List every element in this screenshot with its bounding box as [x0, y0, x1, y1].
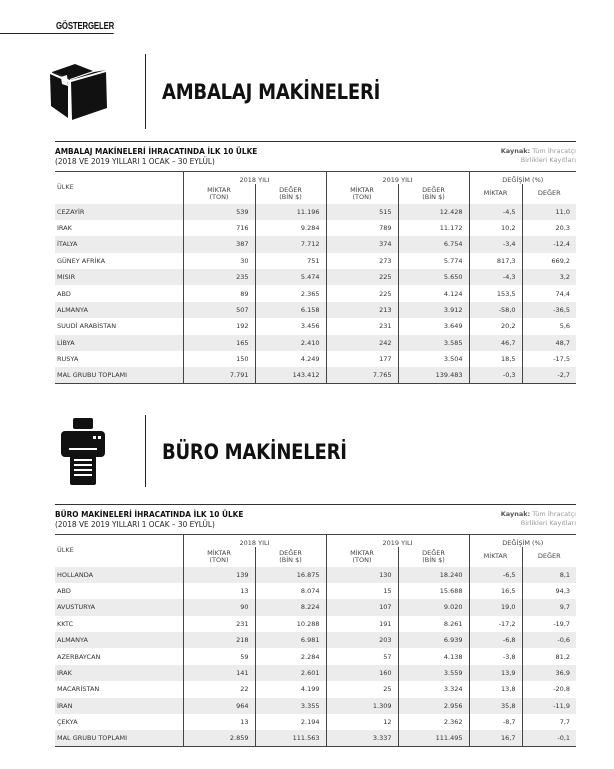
cell-change-value: -20,8	[522, 681, 576, 697]
source-text-1: Tüm İhracatçı	[532, 147, 576, 155]
table-row	[55, 583, 576, 599]
cell-change-qty: 10,2	[469, 220, 522, 236]
cell-country: LİBYA	[55, 335, 183, 351]
cell-qty-2018: 13	[183, 714, 255, 730]
table-row	[55, 714, 576, 730]
cell-value-2019: 3.649	[398, 318, 469, 334]
header-country: ÜLKE	[55, 535, 183, 567]
cell-value-2019: 11.172	[398, 220, 469, 236]
cell-country: MAL GRUBU TOPLAMI	[55, 730, 183, 746]
cell-qty-2019: 25	[326, 681, 398, 697]
cell-qty-2018: 507	[183, 302, 255, 318]
cell-change-value: -11,9	[522, 698, 576, 714]
cell-change-value: 11,0	[522, 204, 576, 220]
table-top-rule	[55, 504, 576, 505]
cell-change-qty: 46,7	[469, 335, 522, 351]
table-row	[55, 599, 576, 615]
cell-country: MAL GRUBU TOPLAMI	[55, 367, 183, 383]
cell-qty-2019: 213	[326, 302, 398, 318]
cell-change-value: 3,2	[522, 269, 576, 285]
cell-change-qty: 16,7	[469, 730, 522, 746]
cell-change-value: -36,5	[522, 302, 576, 318]
table-row	[55, 302, 576, 318]
cell-value-2018: 2.284	[255, 648, 326, 664]
header-2019-val	[398, 184, 469, 204]
header-qty-unit: (TON)	[209, 192, 229, 201]
cell-value-2019: 3.324	[398, 681, 469, 697]
cell-change-value: 48,7	[522, 335, 576, 351]
cell-qty-2019: 789	[326, 220, 398, 236]
table-row	[55, 648, 576, 664]
source-text-1: Tüm İhracatçı	[532, 510, 576, 518]
cell-change-value: 94,3	[522, 583, 576, 599]
cell-country: RUSYA	[57, 355, 79, 364]
table-title: AMBALAJ MAKİNELERİ İHRACATINDA İLK 10 ÜLKE	[55, 147, 258, 156]
cell-change-value: 5,6	[522, 318, 576, 334]
cell-country: HOLLANDA	[55, 567, 183, 583]
table-row	[55, 204, 576, 220]
cell-value-2018: 6.981	[255, 632, 326, 648]
cell-country: İTALYA	[55, 236, 183, 252]
source-label: Kaynak:	[500, 147, 531, 155]
cell-qty-2018: 2.859	[183, 730, 255, 746]
cell-country: SUUDİ ARABİSTAN	[57, 322, 117, 331]
header-val-unit: (BİN $)	[279, 555, 302, 564]
cell-change-qty: -0,3	[469, 367, 522, 383]
cell-qty-2019: 57	[326, 648, 398, 664]
header-val-label: DEĞER	[279, 548, 302, 557]
cell-change-value: 7,7	[522, 714, 576, 730]
cell-value-2018: 9.284	[255, 220, 326, 236]
table-top-rule	[55, 141, 576, 142]
cell-qty-2018: 231	[183, 616, 255, 632]
cell-value-2019: 5.650	[398, 269, 469, 285]
cell-change-qty: -3,4	[469, 236, 522, 252]
cell-value-2019: 2.362	[398, 714, 469, 730]
cell-change-qty: -6,8	[469, 632, 522, 648]
cell-qty-2018: 13	[183, 583, 255, 599]
cell-change-qty: 817,3	[469, 253, 522, 269]
cell-value-2019: 3.504	[398, 351, 469, 367]
cell-change-value: 74,4	[522, 285, 576, 301]
cell-value-2018: 2.601	[255, 665, 326, 681]
cell-value-2019: 3.585	[398, 335, 469, 351]
cell-value-2018: 8.224	[255, 599, 326, 615]
cell-qty-2018: 141	[183, 665, 255, 681]
cell-value-2018: 10.288	[255, 616, 326, 632]
cell-qty-2018: 235	[183, 269, 255, 285]
cell-change-qty: 153,5	[469, 285, 522, 301]
table-subtitle: (2018 VE 2019 YILLARI 1 OCAK – 30 EYLÜL)	[55, 520, 215, 529]
table-row	[55, 351, 576, 367]
header-divider	[145, 415, 146, 487]
header-2019-qty	[326, 184, 398, 204]
cell-qty-2019: 242	[326, 335, 398, 351]
cell-change-qty: -6,5	[469, 567, 522, 583]
section-header-buro	[0, 410, 614, 502]
header-val-label: DEĞER	[279, 185, 302, 194]
cell-value-2018: 16.875	[255, 567, 326, 583]
cell-change-qty: -58,0	[469, 302, 522, 318]
cell-change-qty: 19,0	[469, 599, 522, 615]
header-val-unit: (BİN $)	[422, 555, 445, 564]
table-source	[501, 147, 576, 165]
cell-qty-2018: 964	[183, 698, 255, 714]
cell-qty-2019: 15	[326, 583, 398, 599]
cell-change-qty: -4,3	[469, 269, 522, 285]
cell-change-value: -17,5	[522, 351, 576, 367]
cell-change-value: 36,9	[522, 665, 576, 681]
cell-qty-2018: 150	[183, 351, 255, 367]
section-header-ambalaj	[0, 50, 614, 140]
cell-change-qty: -3,8	[469, 648, 522, 664]
cell-country: ALMANYA	[55, 302, 183, 318]
table-title: BÜRO MAKİNELERİ İHRACATINDA İLK 10 ÜLKE	[55, 510, 244, 519]
header-change-qty: MİKTAR	[469, 184, 522, 204]
cell-change-qty: -4,5	[469, 204, 522, 220]
cell-value-2018: 2.410	[255, 335, 326, 351]
cell-change-value: 9,7	[522, 599, 576, 615]
cell-change-qty: 35,8	[469, 698, 522, 714]
cell-qty-2018: 387	[183, 236, 255, 252]
cell-value-2018: 751	[255, 253, 326, 269]
cell-change-qty: 16,5	[469, 583, 522, 599]
cell-value-2018: 4.249	[255, 351, 326, 367]
cell-qty-2019: 203	[326, 632, 398, 648]
cell-value-2019: 139.483	[398, 367, 469, 383]
cell-qty-2019: 515	[326, 204, 398, 220]
header-change: DEĞİŞİM (%)	[469, 535, 576, 547]
table-body	[55, 204, 576, 384]
header-qty-label: MİKTAR	[350, 548, 374, 557]
cell-qty-2018: 218	[183, 632, 255, 648]
cell-change-qty: 13,8	[469, 681, 522, 697]
cell-qty-2019: 225	[326, 285, 398, 301]
cell-country: AVUSTURYA	[55, 599, 183, 615]
cell-qty-2019: 3.337	[326, 730, 398, 746]
cell-value-2019: 2.956	[398, 698, 469, 714]
section-kicker: GÖSTERGELER	[56, 21, 115, 32]
cell-qty-2019: 273	[326, 253, 398, 269]
cell-qty-2018: 192	[183, 318, 255, 334]
source-text-2: Birlikleri Kayıtları	[520, 156, 576, 164]
cell-value-2018: 143.412	[255, 367, 326, 383]
table-row	[55, 567, 576, 583]
cell-qty-2018: 59	[183, 648, 255, 664]
cell-qty-2019: 1.309	[326, 698, 398, 714]
header-2018-qty	[183, 547, 255, 567]
cell-value-2019: 15.688	[398, 583, 469, 599]
section-title: AMBALAJ MAKİNELERİ	[162, 80, 381, 104]
table-block-buro	[55, 504, 576, 764]
header-val-label: DEĞER	[422, 185, 445, 194]
cell-value-2019: 18.240	[398, 567, 469, 583]
cell-change-value: -2,7	[522, 367, 576, 383]
header-change-val: DEĞER	[522, 547, 576, 567]
header-change-val: DEĞER	[522, 184, 576, 204]
box-icon	[48, 58, 110, 124]
header-qty-unit: (TON)	[352, 555, 372, 564]
header-change: DEĞİŞİM (%)	[469, 172, 576, 184]
header-qty-unit: (TON)	[209, 555, 229, 564]
table-row	[55, 318, 576, 334]
cell-change-value: -0,6	[522, 632, 576, 648]
cell-value-2018: 2.365	[255, 285, 326, 301]
cell-qty-2019: 191	[326, 616, 398, 632]
cell-value-2019: 3.912	[398, 302, 469, 318]
header-qty-label: MİKTAR	[207, 185, 231, 194]
cell-qty-2019: 225	[326, 269, 398, 285]
cell-value-2019: 6.939	[398, 632, 469, 648]
header-val-label: DEĞER	[422, 548, 445, 557]
cell-country: ALMANYA	[55, 632, 183, 648]
cell-value-2019: 4.124	[398, 285, 469, 301]
cell-change-value: 8,1	[522, 567, 576, 583]
cell-country: IRAK	[55, 665, 183, 681]
table-row	[55, 236, 576, 252]
header-qty-label: MİKTAR	[350, 185, 374, 194]
table-row	[55, 616, 576, 632]
total-row	[55, 730, 576, 746]
data-table	[55, 171, 576, 384]
cell-value-2018: 2.194	[255, 714, 326, 730]
table-row	[55, 698, 576, 714]
header-qty-label: MİKTAR	[207, 548, 231, 557]
table-row	[55, 665, 576, 681]
cell-country: MISIR	[55, 269, 183, 285]
cell-value-2019: 3.559	[398, 665, 469, 681]
cell-qty-2018: 30	[183, 253, 255, 269]
table-block-ambalaj	[55, 141, 576, 401]
cell-country: GÜNEY AFRİKA	[57, 256, 106, 265]
cell-qty-2019: 130	[326, 567, 398, 583]
cell-qty-2018: 165	[183, 335, 255, 351]
cell-value-2019: 4.138	[398, 648, 469, 664]
table-row	[55, 632, 576, 648]
cell-country: AZERBAYCAN	[57, 652, 101, 661]
data-table	[55, 534, 576, 747]
cell-value-2019: 12.428	[398, 204, 469, 220]
cell-country: IRAK	[57, 224, 72, 233]
header-divider	[145, 54, 146, 129]
section-title: BÜRO MAKİNELERİ	[162, 440, 347, 464]
cell-value-2019: 8.261	[398, 616, 469, 632]
cell-country: ABD	[57, 587, 71, 596]
cell-country: ABD	[57, 289, 71, 298]
cell-value-2019: 6.754	[398, 236, 469, 252]
cell-qty-2019: 177	[326, 351, 398, 367]
cell-qty-2019: 231	[326, 318, 398, 334]
header-val-unit: (BİN $)	[422, 192, 445, 201]
cell-country: İRAN	[55, 698, 183, 714]
cell-value-2019: 9.020	[398, 599, 469, 615]
cell-change-value: -12,4	[522, 236, 576, 252]
header-2019-val	[398, 547, 469, 567]
header-2019: 2019 YILI	[326, 172, 469, 184]
cell-qty-2019: 107	[326, 599, 398, 615]
header-qty-unit: (TON)	[352, 192, 372, 201]
table-body	[55, 567, 576, 747]
cell-change-qty: 20,2	[469, 318, 522, 334]
table-row	[55, 220, 576, 236]
table-subtitle: (2018 VE 2019 YILLARI 1 OCAK – 30 EYLÜL)	[55, 157, 215, 166]
source-text-2: Birlikleri Kayıtları	[520, 519, 576, 527]
cell-qty-2018: 89	[183, 285, 255, 301]
cell-country: KKTC	[57, 619, 74, 628]
cell-value-2019: 111.495	[398, 730, 469, 746]
cell-value-2018: 4.199	[255, 681, 326, 697]
cell-value-2018: 5.474	[255, 269, 326, 285]
header-2018: 2018 YILI	[183, 172, 326, 184]
header-2018-val	[255, 547, 326, 567]
cell-value-2018: 8.074	[255, 583, 326, 599]
header-2019-qty	[326, 547, 398, 567]
cell-change-qty: 18,5	[469, 351, 522, 367]
cell-change-value: -19,7	[522, 616, 576, 632]
header-val-unit: (BİN $)	[279, 192, 302, 201]
cell-qty-2018: 716	[183, 220, 255, 236]
table-row	[55, 269, 576, 285]
cell-qty-2019: 160	[326, 665, 398, 681]
cell-qty-2018: 139	[183, 567, 255, 583]
cell-country: MACARİSTAN	[57, 685, 100, 694]
table-row	[55, 253, 576, 269]
header-2018: 2018 YILI	[183, 535, 326, 547]
cell-value-2018: 7.712	[255, 236, 326, 252]
cell-qty-2018: 539	[183, 204, 255, 220]
header-country: ÜLKE	[55, 172, 183, 204]
cell-change-qty: 13,9	[469, 665, 522, 681]
cell-value-2018: 3.355	[255, 698, 326, 714]
cell-change-qty: -17,2	[469, 616, 522, 632]
header-2018-qty	[183, 184, 255, 204]
cell-value-2018: 11.196	[255, 204, 326, 220]
cell-country: ÇEKYA	[57, 718, 78, 727]
total-row	[55, 367, 576, 383]
table-row	[55, 681, 576, 697]
cell-qty-2018: 22	[183, 681, 255, 697]
table-row	[55, 285, 576, 301]
cell-value-2019: 5.774	[398, 253, 469, 269]
cell-change-value: 20,3	[522, 220, 576, 236]
cell-change-qty: -8,7	[469, 714, 522, 730]
header-change-qty: MİKTAR	[469, 547, 522, 567]
header-2019: 2019 YILI	[326, 535, 469, 547]
cell-country: CEZAYİR	[55, 204, 183, 220]
table-source	[501, 510, 576, 528]
cell-change-value: 81,2	[522, 648, 576, 664]
cell-qty-2019: 374	[326, 236, 398, 252]
cell-qty-2018: 7.791	[183, 367, 255, 383]
cell-qty-2019: 7.765	[326, 367, 398, 383]
source-label: Kaynak:	[500, 510, 531, 518]
header-2018-val	[255, 184, 326, 204]
cell-value-2018: 3.456	[255, 318, 326, 334]
cell-qty-2019: 12	[326, 714, 398, 730]
table-row	[55, 335, 576, 351]
cell-change-value: -0,1	[522, 730, 576, 746]
cell-change-value: 669,2	[522, 253, 576, 269]
cell-value-2018: 6.158	[255, 302, 326, 318]
cell-value-2018: 111.563	[255, 730, 326, 746]
cell-qty-2018: 90	[183, 599, 255, 615]
printer-icon	[60, 418, 106, 486]
